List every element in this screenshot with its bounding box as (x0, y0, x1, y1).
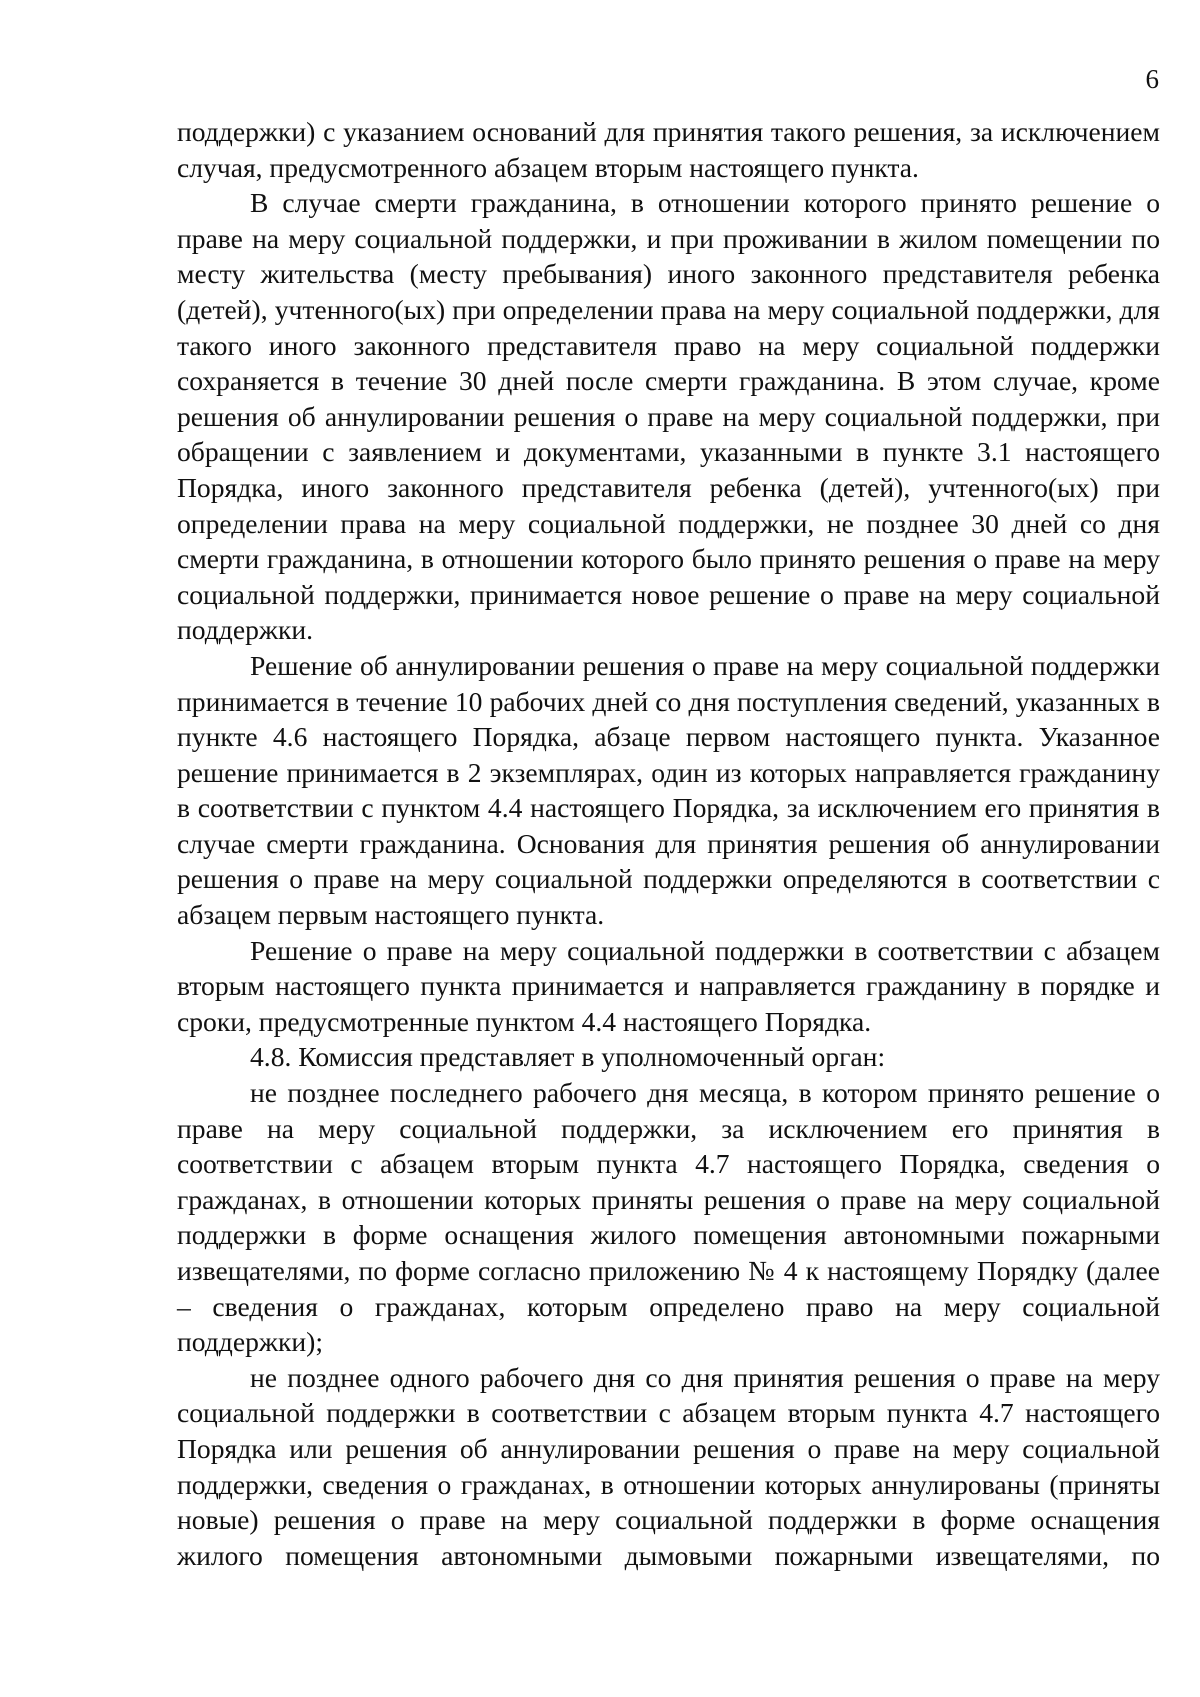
paragraph-death-case: В случае смерти гражданина, в отношении которого принято решение о праве на меру социальной поддержки, и при проживании в жилом помещении по месту жительства (месту пребывания) иного законного представителя ребенка (детей), учтенного(ых) при определении права на меру социальной поддержки, для такого иного законного представителя право на меру социальной поддержки сохраняется в течение 30 дней после смерти гражданина. В этом случае, кроме решения об аннулировании решения о праве на меру социальной поддержки, при обращении с заявлением и документами, указанными в пункте 3.1 настоящего Порядка, иного законного представителя ребенка (детей), учтенного(ых) при определении права на меру социальной поддержки, не позднее 30 дней со дня смерти гражданина, в отношении которого было принято решения о праве на меру социальной поддержки, принимается новое решение о праве на меру социальной поддержки. (177, 187, 1160, 646)
paragraph-annulment-decision: Решение об аннулировании решения о праве на меру социальной поддержки принимается в течение 10 рабочих дней со дня поступления сведений, указанных в пункте 4.6 настоящего Порядка, абзаце первом настоящего пункта. Указанное решение принимается в 2 экземплярах, один из которых направляется гражданину в соответствии с пунктом 4.4 настоящего Порядка, за исключением его принятия в случае смерти гражданина. Основания для принятия решения об аннулировании решения о праве на меру социальной поддержки определяются в соответствии с абзацем первым настоящего пункта. (177, 649, 1160, 931)
page-number: 6 (1145, 64, 1159, 94)
paragraph-section-4-8: 4.8. Комиссия представляет в уполномоченный орган: (250, 1041, 886, 1073)
paragraph-monthly-report: не позднее последнего рабочего дня месяца, в котором принято решение о праве на меру социальной поддержки, за исключением его принятия в соответствии с абзацем вторым пункта 4.7 настоящего Порядка, сведения о гражданах, в отношении которых приняты решения о праве на меру социальной поддержки в форме оснащения жилого помещения автономными пожарными извещателями, по форме согласно приложению № 4 к настоящему Порядку (далее – сведения о гражданах, которым определено право на меру социальной поддержки); (177, 1077, 1160, 1358)
paragraph-daily-report: не позднее одного рабочего дня со дня принятия решения о праве на меру социальной поддержки в соответствии с абзацем вторым пункта 4.7 настоящего Порядка или решения об аннулировании решения о праве на меру социальной поддержки, сведения о гражданах, в отношении которых аннулированы (приняты новые) решения о праве на меру социальной поддержки в форме оснащения жилого помещения автономными дымовыми пожарными извещателями, по (177, 1361, 1160, 1571)
document-body (177, 114, 1160, 1573)
paragraph-decision-procedure: Решение о праве на меру социальной поддержки в соответствии с абзацем вторым настоящего пункта принимается и направляется гражданину в порядке и сроки, предусмотренные пунктом 4.4 настоящего Порядка. (177, 934, 1160, 1037)
paragraph-continuation: поддержки) с указанием оснований для принятия такого решения, за исключением случая, предусмотренного абзацем вторым настоящего пункта. (177, 116, 1160, 183)
